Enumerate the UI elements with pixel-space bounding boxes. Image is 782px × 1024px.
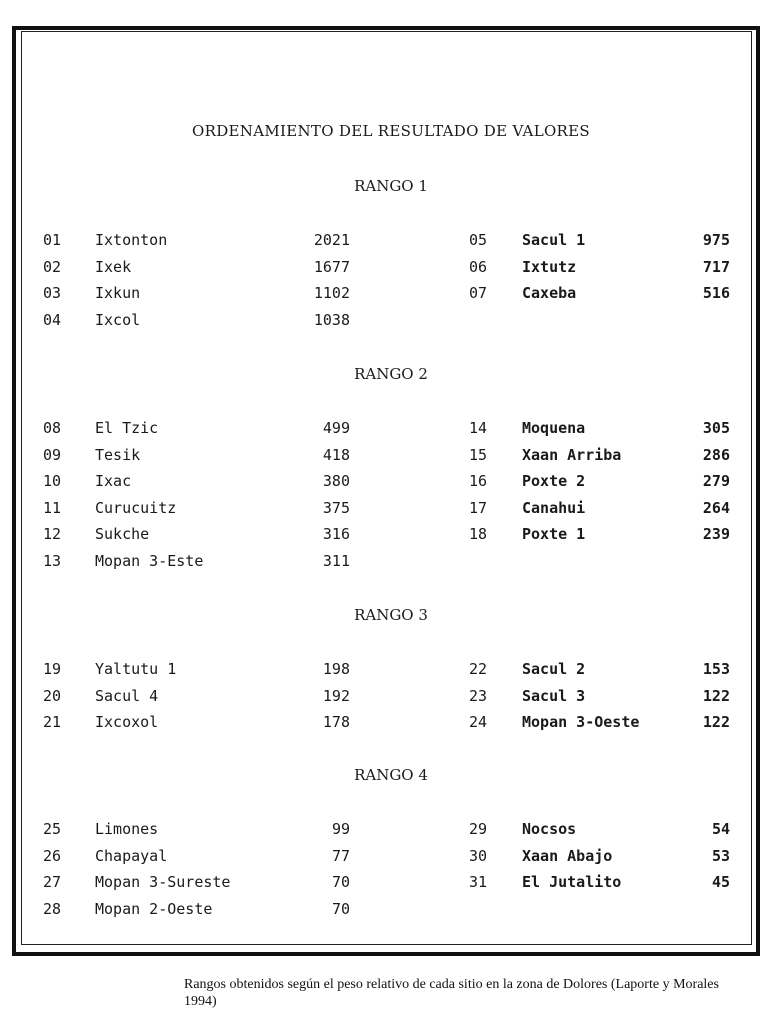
site-number: 22 — [469, 660, 488, 678]
site-number: 18 — [469, 525, 488, 543]
site-value: 2021 — [313, 231, 350, 249]
site-value: 192 — [322, 686, 350, 705]
site-value: 1677 — [313, 257, 350, 276]
site-value: 1038 — [313, 310, 350, 329]
rank-heading: RANGO 1 — [354, 177, 428, 195]
site-value: 316 — [322, 525, 350, 543]
site-value: 77 — [331, 846, 350, 865]
site-number: 06 — [469, 257, 488, 276]
figure-caption: Rangos obtenidos según el peso relativo de cada sitio en la zona de Dolores (Laporte y Morales 1994) — [184, 977, 719, 1009]
site-number: 13 — [43, 551, 62, 570]
site-name: Poxte 1 — [522, 525, 586, 543]
site-number: 09 — [43, 445, 62, 464]
site-name: Caxeba — [522, 284, 577, 302]
site-number: 19 — [43, 660, 62, 678]
site-number: 20 — [43, 686, 62, 705]
site-number: 15 — [469, 445, 488, 464]
site-name: Poxte 2 — [522, 472, 586, 490]
site-number: 27 — [43, 873, 62, 891]
site-number: 10 — [43, 472, 62, 490]
site-value: 975 — [702, 231, 730, 249]
site-number: 17 — [469, 498, 488, 517]
site-value: 178 — [322, 713, 350, 731]
site-value: 264 — [702, 498, 730, 517]
site-value: 311 — [322, 551, 350, 570]
site-name: Sacul 4 — [95, 686, 159, 705]
site-name: Ixtonton — [95, 231, 168, 249]
site-number: 26 — [43, 846, 62, 865]
site-value: 375 — [322, 498, 350, 517]
site-name: Curucuitz — [95, 498, 177, 517]
site-name: Xaan Arriba — [522, 445, 622, 464]
site-name: Mopan 3-Sureste — [95, 873, 231, 891]
site-name: Sukche — [95, 525, 150, 543]
site-value: 122 — [702, 713, 730, 731]
site-number: 07 — [469, 284, 488, 302]
site-number: 05 — [469, 231, 488, 249]
site-number: 02 — [43, 257, 62, 276]
site-number: 31 — [469, 873, 488, 891]
site-value: 380 — [322, 472, 350, 490]
site-name: Mopan 3-Oeste — [522, 713, 640, 731]
site-number: 25 — [43, 820, 62, 838]
site-name: Ixkun — [95, 284, 141, 302]
site-value: 305 — [702, 419, 730, 437]
site-value: 516 — [702, 284, 730, 302]
rank-heading: RANGO 4 — [354, 766, 428, 784]
site-name: El Jutalito — [522, 873, 622, 891]
site-name: Chapayal — [95, 846, 168, 865]
site-number: 03 — [43, 284, 62, 302]
site-name: Mopan 2-Oeste — [95, 899, 213, 918]
site-value: 418 — [322, 445, 350, 464]
site-name: Ixcol — [95, 310, 141, 329]
site-value: 45 — [711, 873, 730, 891]
site-number: 14 — [469, 419, 488, 437]
site-name: Tesik — [95, 445, 141, 464]
site-value: 286 — [702, 445, 730, 464]
site-value: 54 — [711, 820, 730, 838]
site-name: Limones — [95, 820, 159, 838]
rank-heading: RANGO 3 — [354, 606, 428, 624]
site-number: 29 — [469, 820, 488, 838]
site-name: Sacul 1 — [522, 231, 586, 249]
site-name: Mopan 3-Este — [95, 551, 204, 570]
site-value: 70 — [331, 873, 350, 891]
site-number: 04 — [43, 310, 62, 329]
site-name: Nocsos — [522, 820, 577, 838]
rank-heading: RANGO 2 — [354, 365, 428, 383]
site-name: El Tzic — [95, 419, 159, 437]
site-value: 122 — [702, 686, 730, 705]
site-number: 12 — [43, 525, 62, 543]
site-number: 21 — [43, 713, 62, 731]
site-value: 70 — [331, 899, 350, 918]
site-value: 1102 — [313, 284, 350, 302]
site-number: 01 — [43, 231, 62, 249]
site-number: 30 — [469, 846, 488, 865]
site-number: 11 — [43, 498, 62, 517]
site-name: Ixcoxol — [95, 713, 159, 731]
table-title: ORDENAMIENTO DEL RESULTADO DE VALORES — [192, 122, 590, 140]
site-value: 239 — [702, 525, 730, 543]
site-value: 717 — [702, 257, 730, 276]
site-name: Ixek — [95, 257, 132, 276]
site-name: Sacul 2 — [522, 660, 586, 678]
site-value: 53 — [711, 846, 730, 865]
site-number: 08 — [43, 419, 62, 437]
site-name: Yaltutu 1 — [95, 660, 177, 678]
site-name: Ixac — [95, 472, 132, 490]
site-value: 153 — [702, 660, 730, 678]
site-value: 99 — [331, 820, 350, 838]
site-number: 24 — [469, 713, 488, 731]
site-name: Canahui — [522, 498, 586, 517]
site-value: 198 — [322, 660, 350, 678]
site-name: Moquena — [522, 419, 586, 437]
site-value: 279 — [702, 472, 730, 490]
site-number: 23 — [469, 686, 488, 705]
site-name: Xaan Abajo — [522, 846, 613, 865]
site-value: 499 — [322, 419, 350, 437]
site-number: 16 — [469, 472, 488, 490]
site-name: Sacul 3 — [522, 686, 586, 705]
site-name: Ixtutz — [522, 257, 577, 276]
site-number: 28 — [43, 899, 62, 918]
